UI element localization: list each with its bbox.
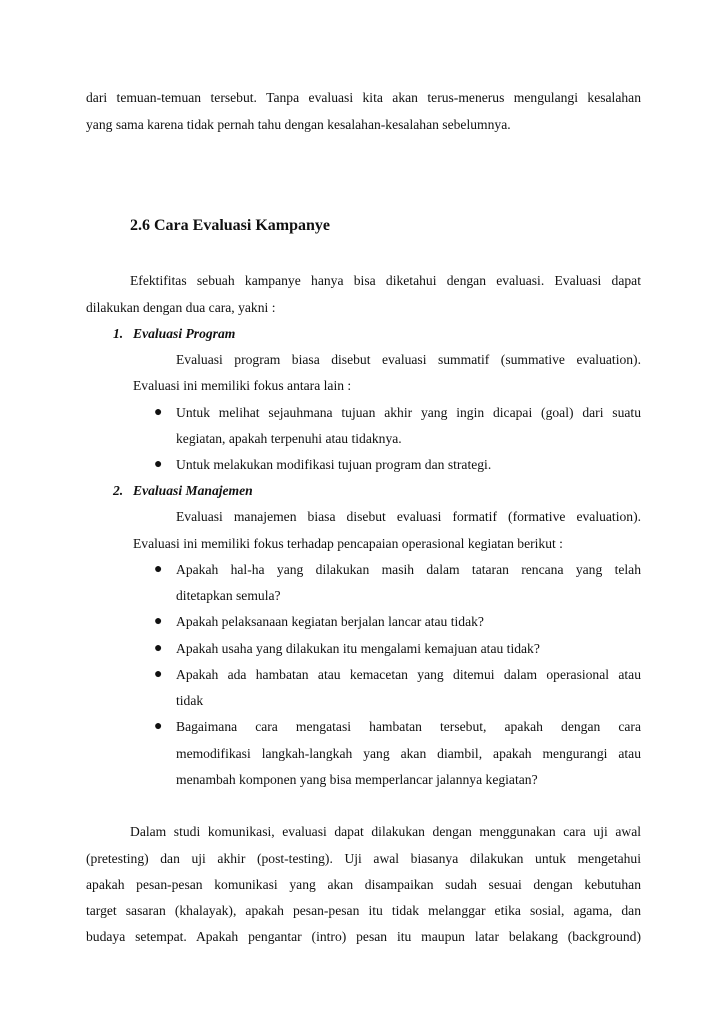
paragraph-line: target sasaran (khalayak), apakah pesan-pesan itu tidak melanggar etika sosial, agama, dan (86, 903, 641, 918)
bullet-line: Untuk melakukan modifikasi tujuan program dan strategi. (176, 457, 492, 472)
list-number: 2. (113, 483, 124, 498)
paragraph-line: dari temuan-temuan tersebut. Tanpa evaluasi kita akan terus-menerus mengulangi kesalahan (86, 90, 641, 105)
paragraph-line: Evaluasi ini memiliki fokus terhadap pencapaian operasional kegiatan berikut : (133, 536, 563, 551)
paragraph-line: Dalam studi komunikasi, evaluasi dapat dilakukan dengan menggunakan cara uji awal (130, 824, 641, 839)
bullet-icon: ● (154, 457, 163, 472)
paragraph-line: yang sama karena tidak pernah tahu dengan kesalahan-kesalahan sebelumnya. (86, 117, 511, 132)
list-item-title: Evaluasi Manajemen (133, 483, 253, 498)
bullet-line: Untuk melihat sejauhmana tujuan akhir yang ingin dicapai (goal) dari suatu (176, 405, 641, 420)
bullet-line: menambah komponen yang bisa memperlancar jalannya kegiatan? (176, 772, 538, 787)
bullet-line: memodifikasi langkah-langkah yang akan diambil, apakah mengurangi atau (176, 746, 641, 761)
bullet-icon: ● (154, 405, 163, 420)
bullet-icon: ● (154, 719, 163, 734)
bullet-line: Bagaimana cara mengatasi hambatan tersebut, apakah dengan cara (176, 719, 641, 734)
bullet-line: tidak (176, 693, 204, 708)
paragraph-line: budaya setempat. Apakah pengantar (intro) pesan itu maupun latar belakang (background) (86, 929, 641, 944)
section-heading: 2.6 Cara Evaluasi Kampanye (130, 217, 331, 234)
list-item-title: Evaluasi Program (133, 326, 236, 341)
bullet-icon: ● (154, 641, 163, 656)
bullet-line: Apakah ada hambatan atau kemacetan yang ditemui dalam operasional atau (176, 667, 641, 682)
bullet-icon: ● (154, 667, 163, 682)
bullet-line: Apakah pelaksanaan kegiatan berjalan lancar atau tidak? (176, 614, 484, 629)
paragraph-line: apakah pesan-pesan komunikasi yang akan disampaikan sudah sesuai dengan kebutuhan (86, 877, 641, 892)
bullet-icon: ● (154, 614, 163, 629)
list-number: 1. (113, 326, 124, 341)
bullet-line: Apakah usaha yang dilakukan itu mengalami kemajuan atau tidak? (176, 641, 540, 656)
paragraph-line: dilakukan dengan dua cara, yakni : (86, 300, 276, 315)
paragraph-line: Evaluasi program biasa disebut evaluasi summatif (summative evaluation). (176, 352, 641, 367)
paragraph-line: Evaluasi manajemen biasa disebut evaluasi formatif (formative evaluation). (176, 509, 641, 524)
bullet-line: Apakah hal-ha yang dilakukan masih dalam tataran rencana yang telah (176, 562, 641, 577)
paragraph-line: (pretesting) dan uji akhir (post-testing). Uji awal biasanya dilakukan untuk mengetahui (86, 851, 641, 866)
paragraph-line: Efektifitas sebuah kampanye hanya bisa diketahui dengan evaluasi. Evaluasi dapat (130, 273, 641, 288)
bullet-icon: ● (154, 562, 163, 577)
bullet-line: kegiatan, apakah terpenuhi atau tidaknya. (176, 431, 402, 446)
paragraph-line: Evaluasi ini memiliki fokus antara lain : (133, 378, 352, 393)
bullet-line: ditetapkan semula? (176, 588, 281, 603)
